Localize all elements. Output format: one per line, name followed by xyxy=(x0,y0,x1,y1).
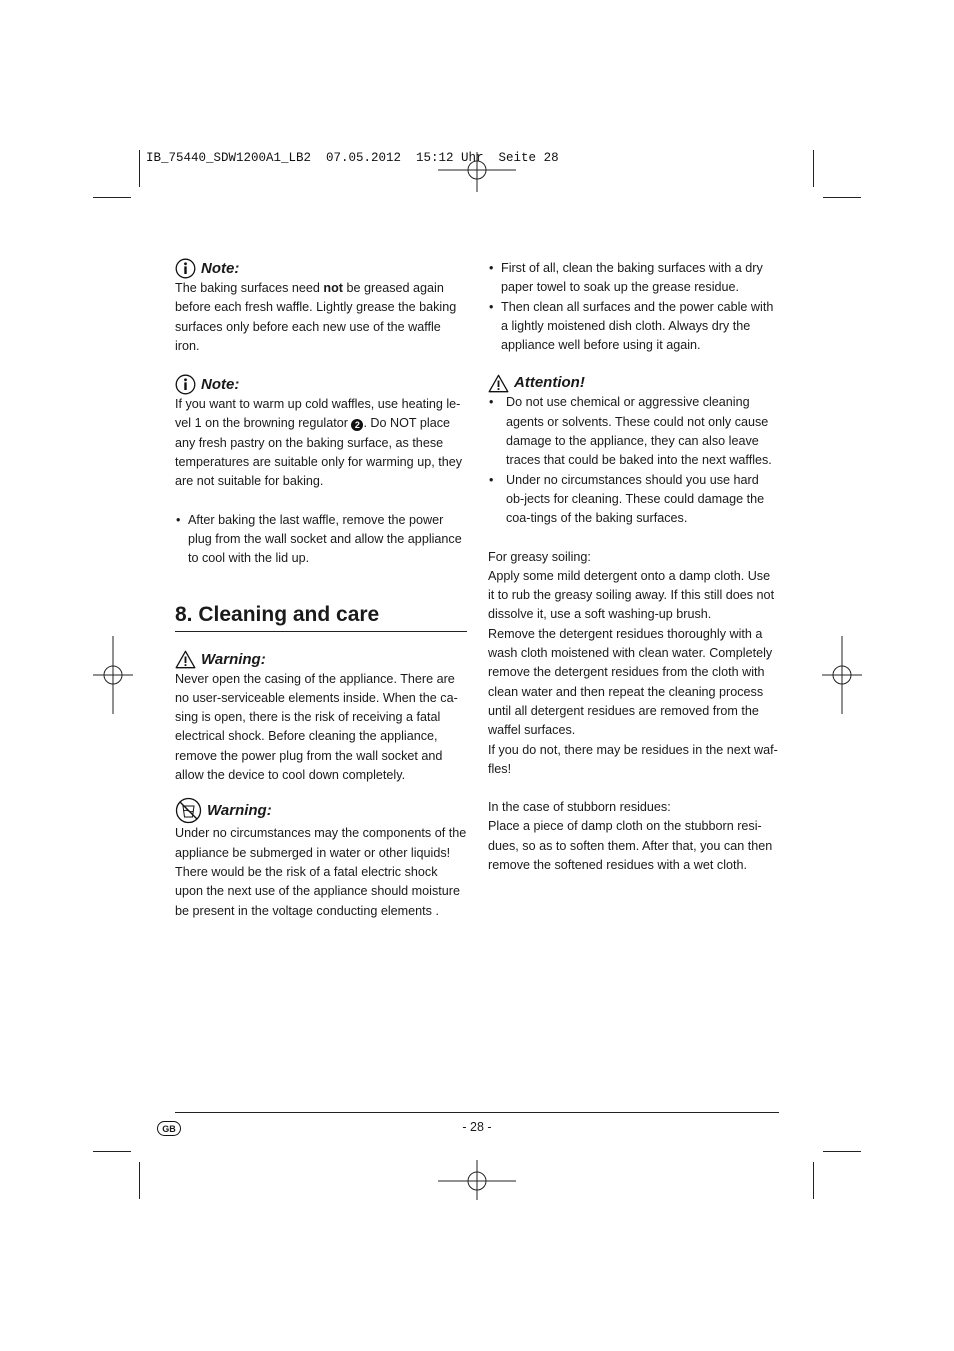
warning-text: Never open the casing of the appliance. There are no user-serviceable elements inside. When the ca-sing is open, there is the risk of receiving a fatal electrical shock. Before cleaning the appliance, remove the power plug from the wall socket and allow the device to cool down completely. xyxy=(175,671,458,783)
greasy-paragraph: Apply some mild detergent onto a damp cloth. Use it to rub the greasy soiling away. If this still does not dissolve it, use a soft washing-up brush. xyxy=(488,568,775,622)
warning-text: Under no circumstances may the components of the appliance be submerged in water or other liquids! There would be the risk of a fatal electric shock upon the next use of the appliance should moisture be present in the voltage conducting elements . xyxy=(175,826,467,918)
page-number: - 28 - xyxy=(462,1120,492,1134)
info-icon xyxy=(175,258,196,279)
bullet-list xyxy=(488,259,779,355)
note-block-1 xyxy=(175,258,467,356)
registration-mark-bottom xyxy=(438,1160,516,1200)
warning-title: Warning: xyxy=(201,650,266,668)
warning-block-1 xyxy=(175,650,467,786)
warning-heading xyxy=(175,797,467,824)
warning-heading xyxy=(175,650,467,670)
greasy-soiling-section xyxy=(488,548,779,780)
no-immersion-icon xyxy=(175,797,202,824)
warning-title: Warning: xyxy=(207,801,272,819)
registration-mark-left xyxy=(93,636,133,714)
greasy-paragraph: If you do not, there may be residues in the next waf-fles! xyxy=(488,742,778,776)
list-item: • Then clean all surfaces and the power cable with a lightly moistened dish cloth. Always dry the appliance well before using it again. xyxy=(488,298,779,356)
attention-title: Attention! xyxy=(514,374,585,392)
section-title: 8. Cleaning and care xyxy=(175,602,467,632)
stubborn-label: In the case of stubborn residues: xyxy=(488,800,671,815)
attention-block xyxy=(488,373,779,528)
warning-triangle-icon xyxy=(488,374,509,393)
note-text: The baking surfaces need not be greased again before each fresh waffle. Lightly grease the baking surfaces only before each new use of the waffle iron. xyxy=(175,281,457,353)
registration-mark-right xyxy=(822,636,862,714)
list-item: • First of all, clean the baking surfaces with a dry paper towel to soak up the grease residue. xyxy=(488,259,779,298)
warning-block-2 xyxy=(175,797,467,920)
note-block-2 xyxy=(175,374,467,491)
note-title: Note: xyxy=(201,259,240,277)
part-reference-badge: 2 xyxy=(351,419,363,431)
greasy-label: For greasy soiling: xyxy=(488,549,591,564)
right-column xyxy=(488,259,779,875)
stubborn-residues-section xyxy=(488,798,779,875)
language-badge: GB xyxy=(157,1121,181,1136)
print-header: IB_75440_SDW1200A1_LB2 07.05.2012 15:12 Uhr Seite 28 xyxy=(146,151,559,165)
footer-rule xyxy=(175,1112,779,1113)
note-heading xyxy=(175,258,467,279)
note-title: Note: xyxy=(201,375,240,393)
bullet-list xyxy=(175,511,467,569)
list-item: • Under no circumstances should you use hard ob-jects for cleaning. These could damage the coa-tings of the baking surfaces. xyxy=(488,471,779,529)
note-text: If you want to warm up cold waffles, use heating le-vel 1 on the browning regulator 2 . Do NOT place any fresh pastry on the baking surface, as these temperatures are suitable only for warming up, they are not suitable for baking. xyxy=(175,397,462,489)
list-item: • Do not use chemical or aggressive cleaning agents or solvents. These could not only cause damage to the appliance, they can also leave traces that could be baked into the next waffles. xyxy=(488,393,779,470)
info-icon xyxy=(175,374,196,395)
stubborn-paragraph: Place a piece of damp cloth on the stubborn resi-dues, so as to soften them. After that, you can then remove the softened residues with a wet cloth. xyxy=(488,819,773,873)
registration-mark-top xyxy=(438,152,516,192)
warning-triangle-icon xyxy=(175,650,196,669)
list-item: • After baking the last waffle, remove the power plug from the wall socket and allow the appliance to cool with the lid up. xyxy=(175,511,467,569)
attention-heading xyxy=(488,373,779,393)
attention-list xyxy=(488,393,779,528)
left-column xyxy=(175,258,467,921)
note-heading xyxy=(175,374,467,395)
greasy-paragraph: Remove the detergent residues thoroughly with a wash cloth moistened with clean water. Completely remove the detergent residues from the cloth with clean water and then repeat the cleaning process until all detergent residues are removed from the waffel surfaces. xyxy=(488,626,773,738)
